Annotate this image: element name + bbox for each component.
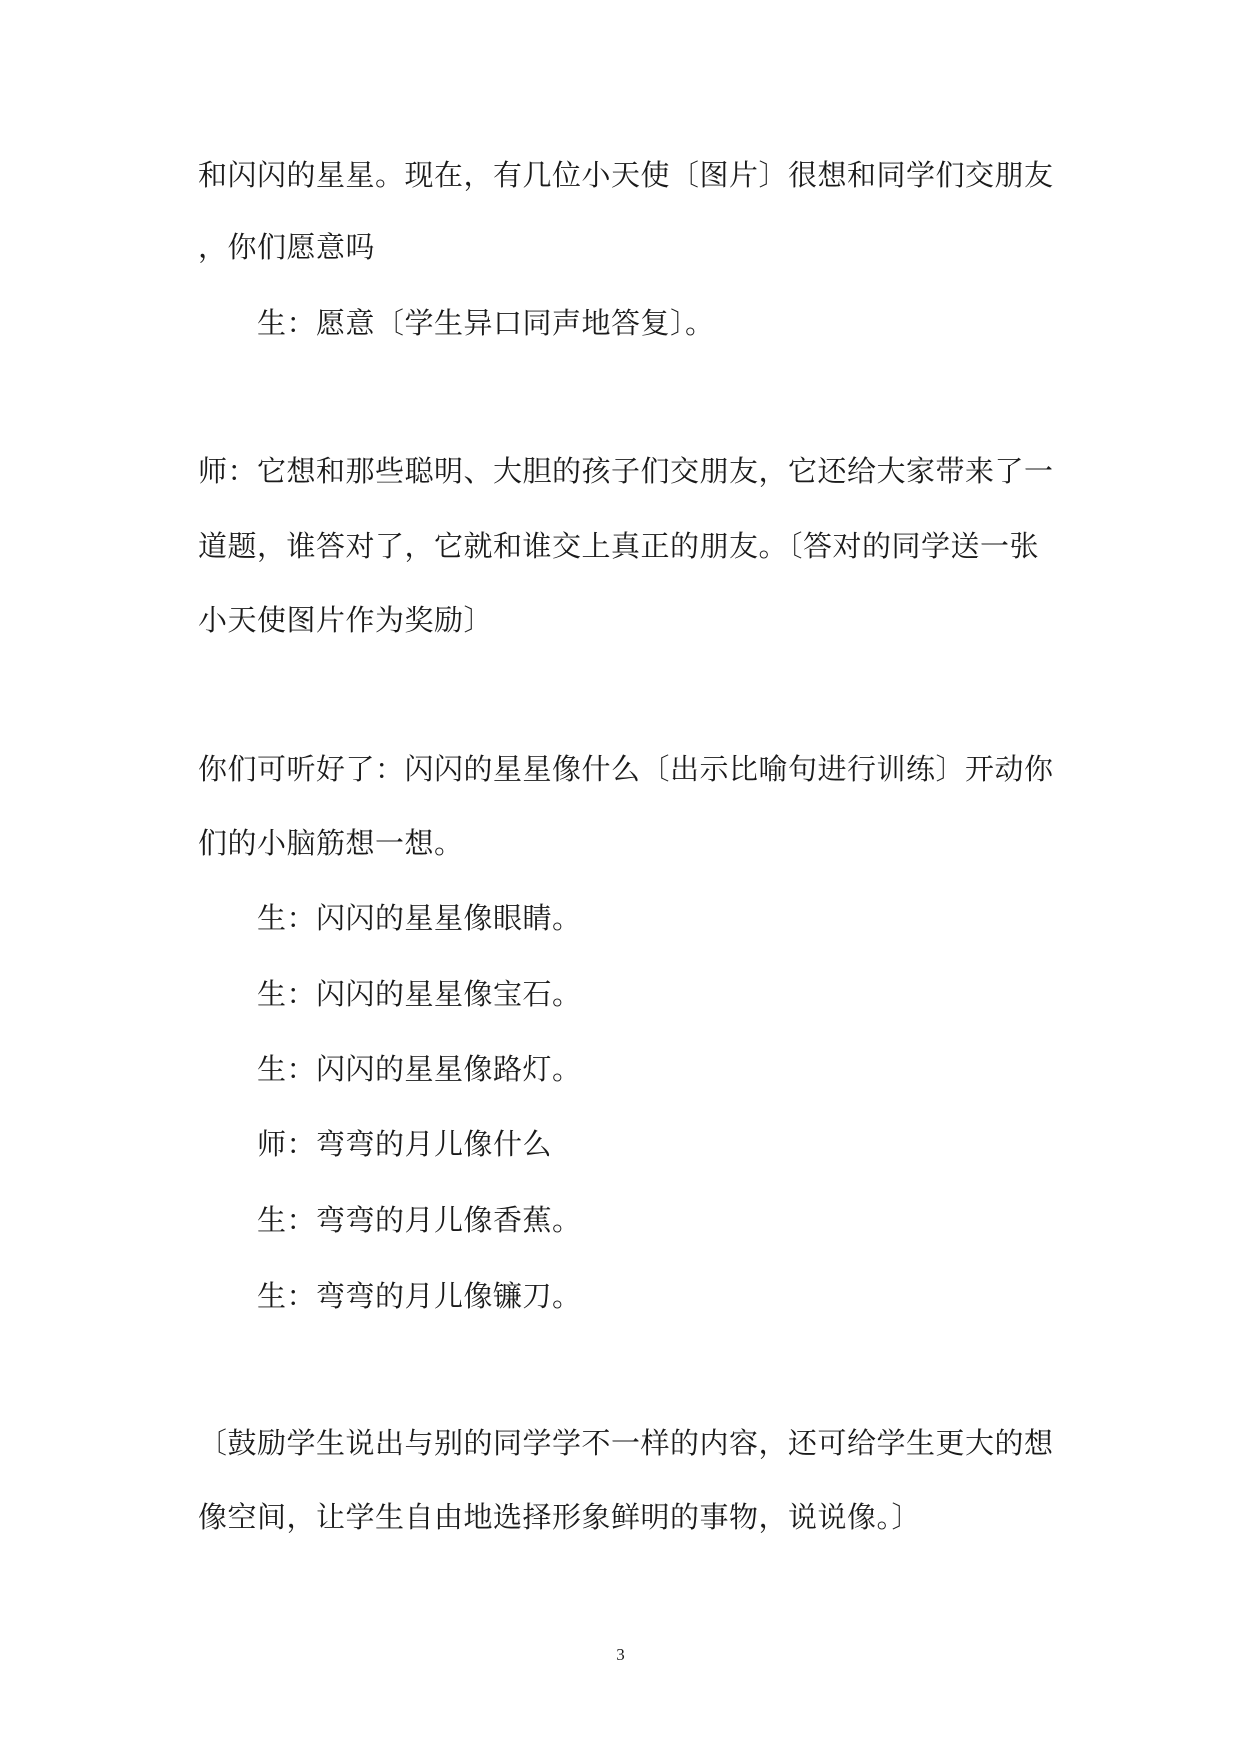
page-number: 3 [616,1645,625,1664]
dialogue-line: 师：弯弯的月儿像什么 [257,1127,553,1161]
dialogue-line: 生：闪闪的星星像眼睛。 [257,901,582,935]
text-line: 师：它想和那些聪明、大胆的孩子们交朋友，它还给大家带来了一 [198,454,1054,488]
dialogue-line: 生：弯弯的月儿像香蕉。 [257,1203,582,1237]
dialogue-line: 生：愿意〔学生异口同声地答复〕。 [257,306,715,340]
dialogue-line: 生：弯弯的月儿像镰刀。 [257,1279,582,1313]
text-line: 和闪闪的星星。现在，有几位小天使〔图片〕很想和同学们交朋友 [198,158,1054,192]
text-line: 小天使图片作为奖励〕 [198,603,494,637]
text-line: 你们可听好了：闪闪的星星像什么〔出示比喻句进行训练〕开动你 [198,752,1054,786]
text-line: 〔鼓励学生说出与别的同学学不一样的内容，还可给学生更大的想 [198,1426,1054,1460]
dialogue-line: 生：闪闪的星星像路灯。 [257,1052,582,1086]
text-line: 们的小脑筋想一想。 [198,826,464,860]
dialogue-line: 生：闪闪的星星像宝石。 [257,977,582,1011]
text-line: 像空间，让学生自由地选择形象鲜明的事物，说说像。〕 [198,1500,922,1534]
text-line: 道题，谁答对了，它就和谁交上真正的朋友。〔答对的同学送一张 [198,529,1040,563]
text-line: ，你们愿意吗 [198,230,376,264]
